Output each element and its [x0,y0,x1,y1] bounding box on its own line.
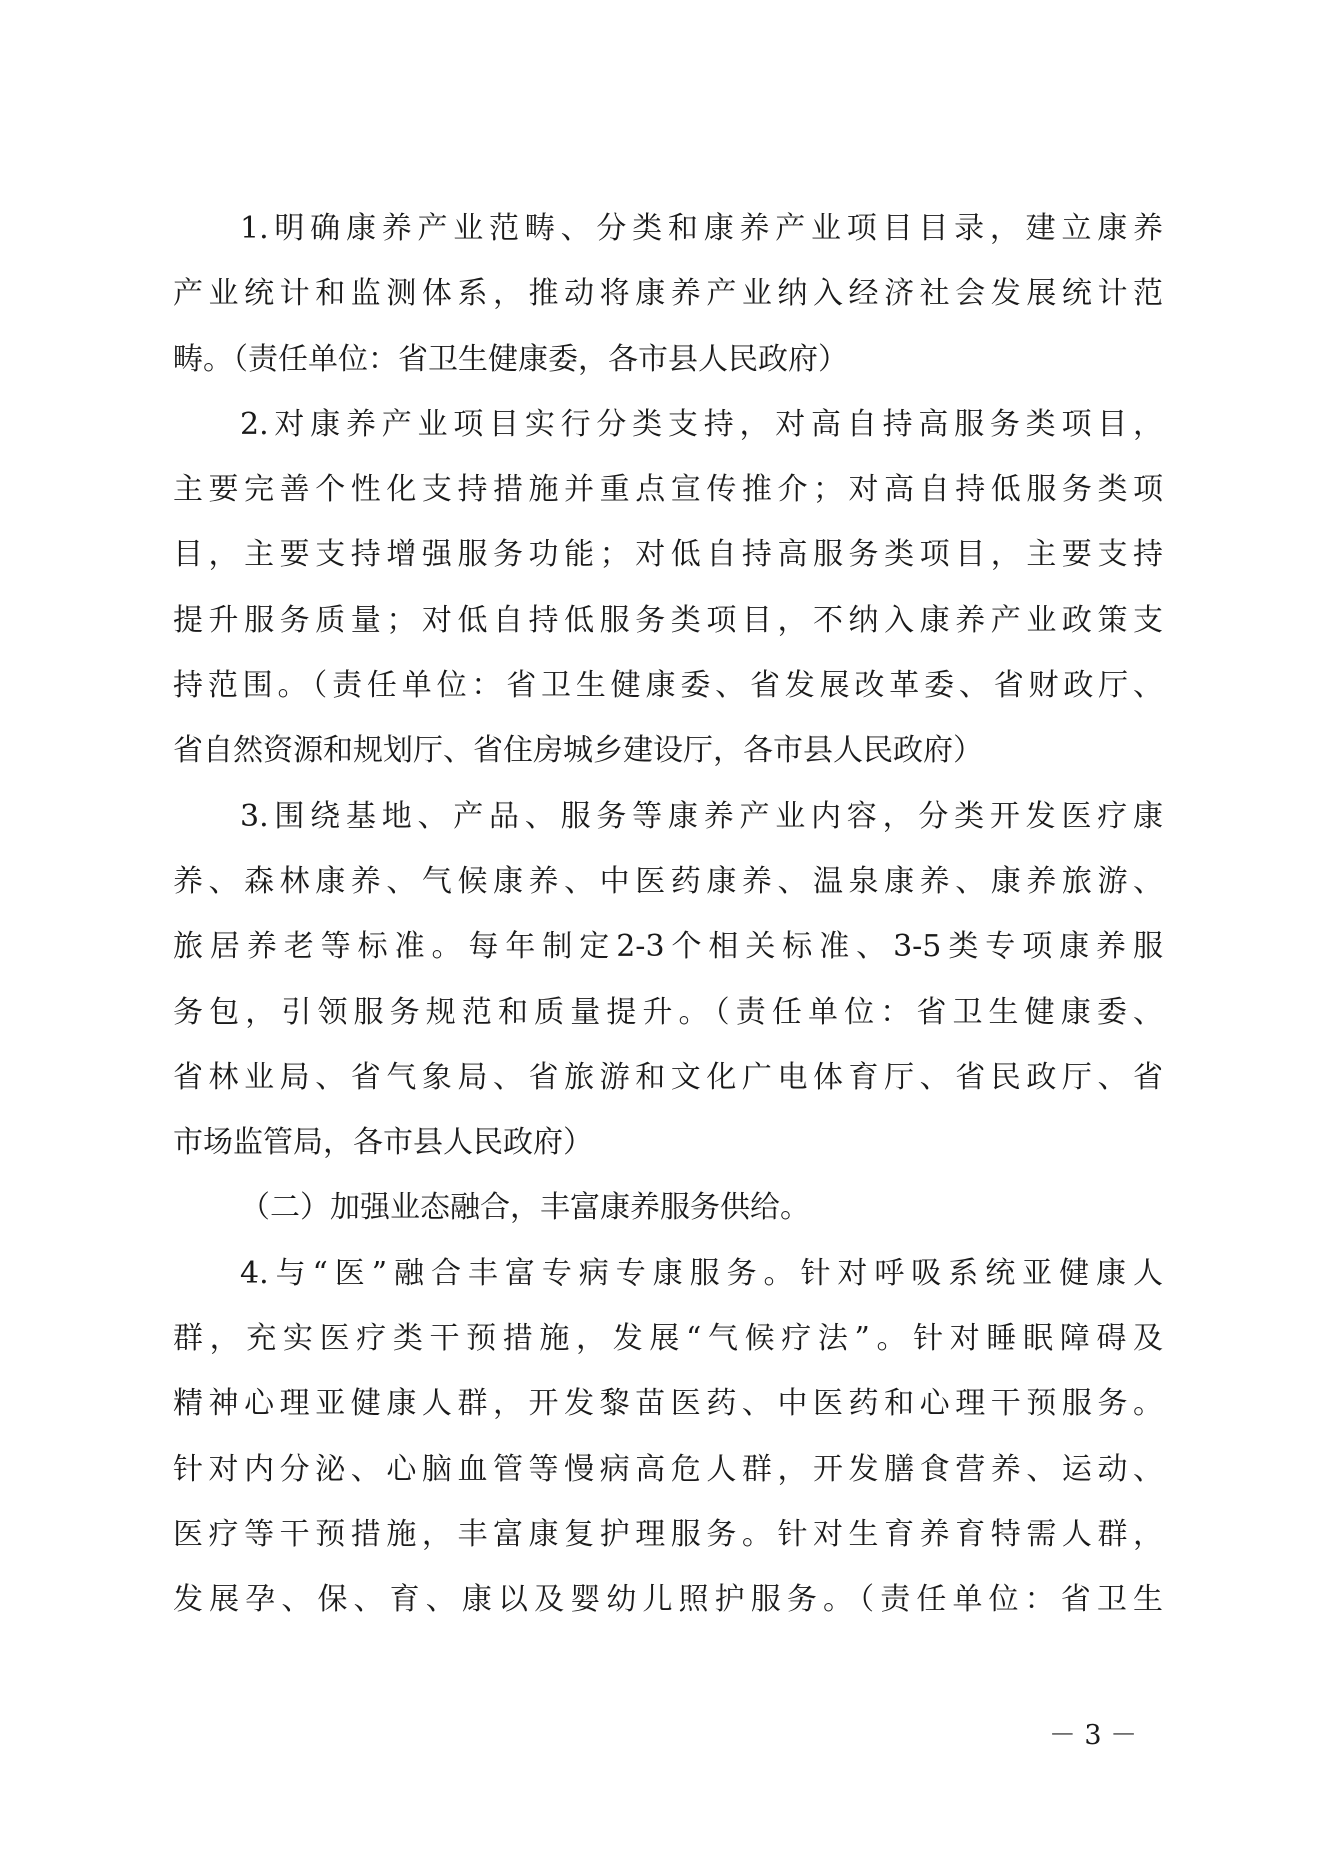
paragraph-1-line-1: 1.明确康养产业范畴、分类和康养产业项目目录，建立康养 [240,211,1163,246]
paragraph-3-line-1: 3.围绕基地、产品、服务等康养产业内容，分类开发医疗康 [240,798,1163,834]
page-number: － 3 － [1048,1720,1138,1751]
paragraph-2-line-5: 持范围。（责任单位：省卫生健康委、省发展改革委、省财政厅、 [173,668,1163,704]
paragraph-3-line-5: 省林业局、省气象局、省旅游和文化广电体育厅、省民政厅、省 [173,1059,1163,1095]
paragraph-4-line-3: 精神心理亚健康人群，开发黎苗医药、中医药和心理干预服务。 [173,1386,1163,1422]
paragraph-3-line-6: 市场监管局，各市县人民政府） [173,1125,593,1161]
paragraph-2-line-2: 主要完善个性化支持措施并重点宣传推介；对高自持低服务类项 [173,472,1163,508]
paragraph-3-line-3: 旅居养老等标准。每年制定2-3个相关标准、3-5类专项康养服 [173,929,1163,965]
paragraph-3-line-4: 务包，引领服务规范和质量提升。（责任单位：省卫生健康委、 [173,994,1163,1030]
section-heading: （二）加强业态融合，丰富康养服务供给。 [240,1190,810,1226]
body-text [173,196,1163,1633]
paragraph-4-line-5: 医疗等干预措施，丰富康复护理服务。针对生育养育特需人群， [173,1516,1163,1552]
paragraph-4-line-4: 针对内分泌、心脑血管等慢病高危人群，开发膳食营养、运动、 [173,1451,1163,1487]
paragraph-2-line-3: 目，主要支持增强服务功能；对低自持高服务类项目，主要支持 [173,537,1163,573]
paragraph-2-line-6: 省自然资源和规划厅、省住房城乡建设厅，各市县人民政府） [173,733,983,769]
paragraph-1-line-2: 产业统计和监测体系，推动将康养产业纳入经济社会发展统计范 [173,276,1163,312]
paragraph-2-line-4: 提升服务质量；对低自持低服务类项目，不纳入康养产业政策支 [173,602,1163,638]
paragraph-2-line-1: 2.对康养产业项目实行分类支持，对高自持高服务类项目， [240,406,1163,442]
paragraph-4-line-6: 发展孕、保、育、康以及婴幼儿照护服务。（责任单位：省卫生 [173,1582,1163,1618]
paragraph-3-line-2: 养、森林康养、气候康养、中医药康养、温泉康养、康养旅游、 [173,863,1163,899]
paragraph-4-line-1: 4.与“医”融合丰富专病专康服务。针对呼吸系统亚健康人 [240,1255,1163,1291]
paragraph-4-line-2: 群，充实医疗类干预措施，发展“气候疗法”。针对睡眠障碍及 [173,1321,1163,1357]
paragraph-1-line-3: 畴。（责任单位：省卫生健康委，各市县人民政府） [173,341,848,377]
